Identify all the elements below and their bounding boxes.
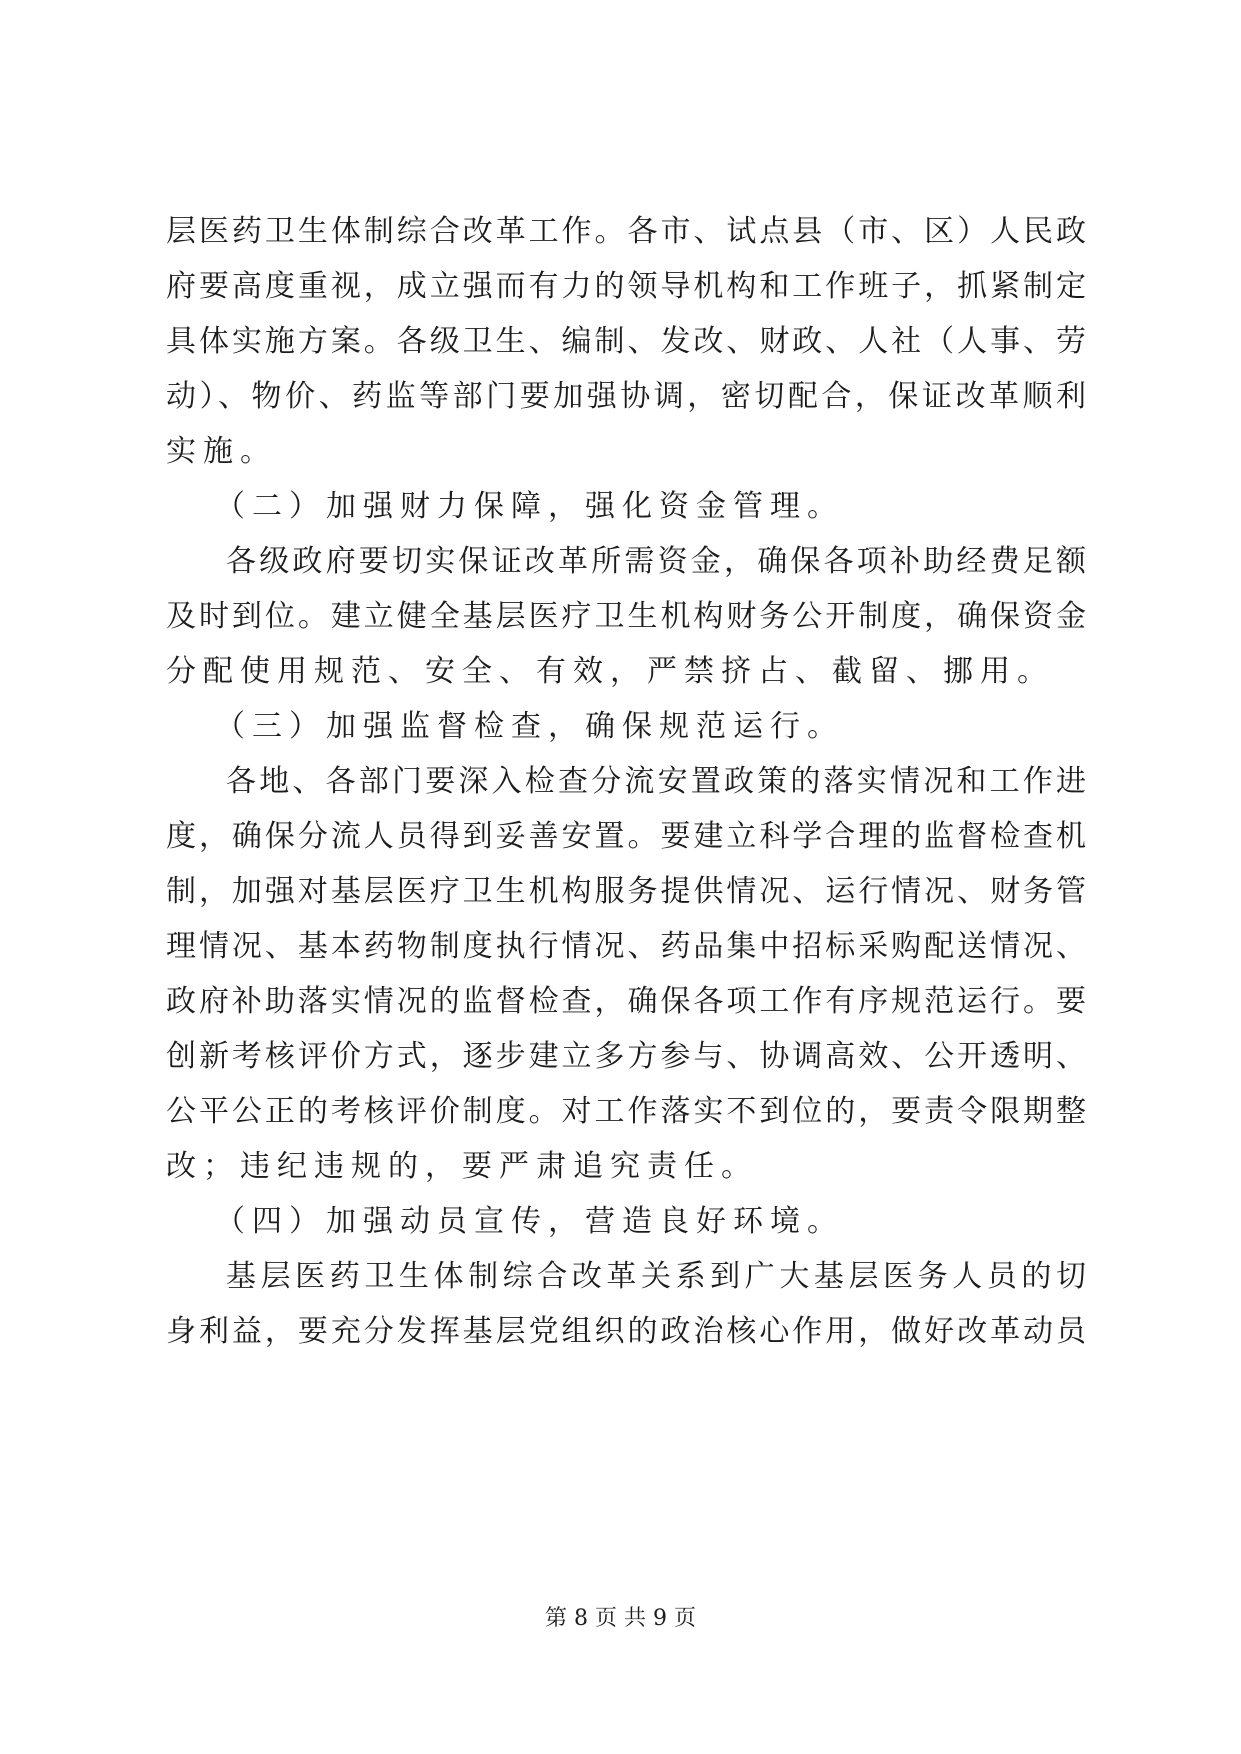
paragraph-first-line: 各地、各部门要深入检查分流安置政策的落实情况和工作进 <box>226 764 1086 799</box>
paragraph-first-line: 各级政府要切实保证改革所需资金，确保各项补助经费足额 <box>226 544 1086 579</box>
body-text-line: 府要高度重视，成立强而有力的领导机构和工作班子，抓紧制定 <box>166 269 1086 304</box>
body-text-line: 具体实施方案。各级卫生、编制、发改、财政、人社（人事、劳 <box>166 324 1086 359</box>
body-text-line: 及时到位。建立健全基层医疗卫生机构财务公开制度，确保资金 <box>166 599 1086 634</box>
section-heading: （三）加强监督检查，确保规范运行。 <box>215 709 844 744</box>
body-text-line: 公平公正的考核评价制度。对工作落实不到位的，要责令限期整 <box>166 1094 1086 1129</box>
body-text-line: 动）、物价、药监等部门要加强协调，密切配合，保证改革顺利 <box>166 379 1086 414</box>
paragraph-first-line: 基层医药卫生体制综合改革关系到广大基层医务人员的切 <box>226 1259 1086 1294</box>
body-text-line: 政府补助落实情况的监督检查，确保各项工作有序规范运行。要 <box>166 984 1086 1019</box>
section-heading: （二）加强财力保障，强化资金管理。 <box>215 489 844 524</box>
body-text-line: 度，确保分流人员得到妥善安置。要建立科学合理的监督检查机 <box>166 819 1086 854</box>
page-number-footer: 第 8 页 共 9 页 <box>545 1606 696 1631</box>
body-text-line: 创新考核评价方式，逐步建立多方参与、协调高效、公开透明、 <box>166 1039 1086 1074</box>
body-text-line: 层医药卫生体制综合改革工作。各市、试点县（市、区）人民政 <box>166 214 1086 249</box>
body-text-line: 制，加强对基层医疗卫生机构服务提供情况、运行情况、财务管 <box>166 874 1086 909</box>
body-text-line: 改；违纪违规的，要严肃追究责任。 <box>166 1149 758 1184</box>
body-text-line: 分配使用规范、安全、有效，严禁挤占、截留、挪用。 <box>166 654 1054 689</box>
body-text-line: 实施。 <box>166 434 277 469</box>
body-text-line: 理情况、基本药物制度执行情况、药品集中招标采购配送情况、 <box>166 929 1086 964</box>
section-heading: （四）加强动员宣传，营造良好环境。 <box>215 1204 844 1239</box>
body-text-line: 身利益，要充分发挥基层党组织的政治核心作用，做好改革动员 <box>166 1314 1086 1349</box>
